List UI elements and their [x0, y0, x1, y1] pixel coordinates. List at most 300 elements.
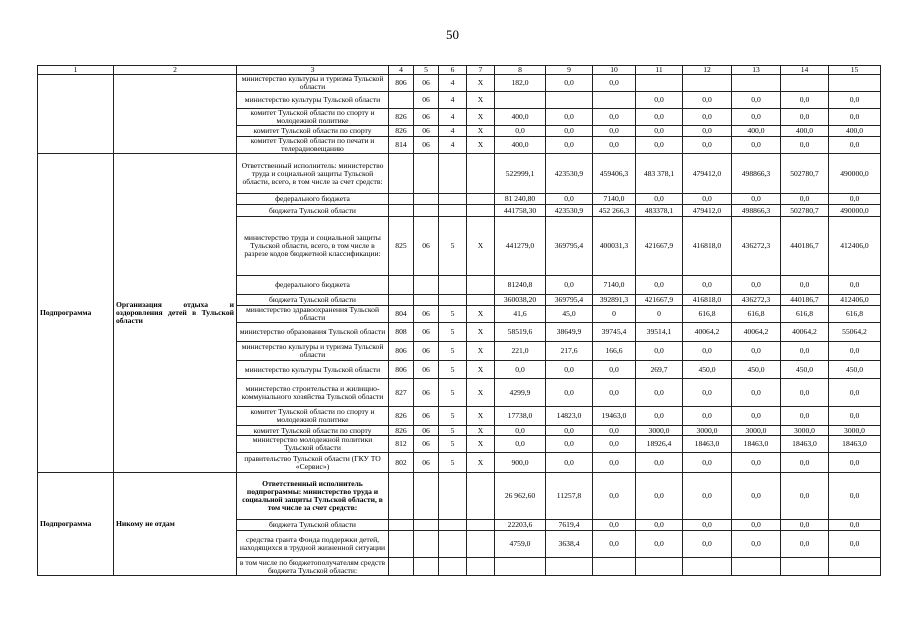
amount-cell: 217,6 [546, 342, 593, 361]
amount-cell: 0,0 [593, 426, 636, 436]
amount-cell: 479412,0 [683, 205, 732, 217]
amount-cell: 400,0 [732, 126, 781, 137]
executor-cell: в том числе по бюджетополучателям средств бюджета Тульской области: [237, 558, 389, 576]
header-cell: 10 [593, 66, 636, 75]
code-cell: X [467, 306, 495, 323]
amount-cell: 0,0 [732, 109, 781, 126]
code-cell [414, 194, 439, 205]
amount-cell: 400,0 [495, 137, 546, 154]
code-cell [389, 295, 414, 306]
amount-cell: 0,0 [781, 531, 829, 558]
code-cell [389, 520, 414, 531]
amount-cell: 0,0 [636, 126, 683, 137]
amount-cell: 0,0 [829, 342, 881, 361]
code-cell: X [467, 407, 495, 426]
amount-cell: 19463,0 [593, 407, 636, 426]
code-cell [389, 473, 414, 520]
amount-cell: 40064,2 [683, 323, 732, 342]
amount-cell: 441279,0 [495, 217, 546, 276]
amount-cell: 7140,0 [593, 276, 636, 295]
code-cell [439, 531, 467, 558]
code-cell: 825 [389, 217, 414, 276]
code-cell [439, 154, 467, 194]
amount-cell [829, 558, 881, 576]
code-cell: 4 [439, 109, 467, 126]
amount-cell: 400,0 [495, 109, 546, 126]
header-cell: 7 [467, 66, 495, 75]
amount-cell: 0,0 [546, 426, 593, 436]
amount-cell: 221,0 [495, 342, 546, 361]
amount-cell: 0,0 [683, 379, 732, 407]
code-cell [389, 276, 414, 295]
amount-cell: 0,0 [781, 194, 829, 205]
code-cell: 5 [439, 342, 467, 361]
amount-cell: 412406,0 [829, 295, 881, 306]
code-cell: 5 [439, 379, 467, 407]
amount-cell: 58519,6 [495, 323, 546, 342]
amount-cell: 459406,3 [593, 154, 636, 194]
amount-cell: 412406,0 [829, 217, 881, 276]
code-cell [389, 194, 414, 205]
code-cell: X [467, 137, 495, 154]
executor-cell: министерство труда и социальной защиты Тульской области, всего, в том числе в разрезе кодов бюджетной классификации: [237, 217, 389, 276]
amount-cell: 18463,0 [732, 436, 781, 453]
code-cell: 5 [439, 323, 467, 342]
amount-cell: 502780,7 [781, 154, 829, 194]
amount-cell: 0,0 [829, 473, 881, 520]
code-cell [439, 558, 467, 576]
header-cell: 8 [495, 66, 546, 75]
amount-cell: 392891,3 [593, 295, 636, 306]
amount-cell: 0,0 [683, 109, 732, 126]
amount-cell: 0,0 [683, 531, 732, 558]
amount-cell [546, 92, 593, 109]
code-cell [414, 473, 439, 520]
code-cell [389, 558, 414, 576]
amount-cell: 423530,9 [546, 154, 593, 194]
code-cell: X [467, 453, 495, 473]
code-cell [467, 276, 495, 295]
executor-cell: министерство культуры Тульской области [237, 361, 389, 379]
amount-cell: 502780,7 [781, 205, 829, 217]
amount-cell: 0,0 [593, 75, 636, 92]
code-cell: 5 [439, 361, 467, 379]
amount-cell: 40064,2 [781, 323, 829, 342]
executor-cell: правительство Тульской области (ГКУ ТО «Сервис») [237, 453, 389, 473]
amount-cell: 498866,3 [732, 205, 781, 217]
amount-cell: 440186,7 [781, 217, 829, 276]
executor-cell: комитет Тульской области по спорту и молодежной политике [237, 109, 389, 126]
code-cell: 06 [414, 323, 439, 342]
code-cell: 5 [439, 407, 467, 426]
amount-cell: 0,0 [829, 276, 881, 295]
amount-cell [781, 558, 829, 576]
amount-cell: 0,0 [636, 520, 683, 531]
amount-cell: 55064,2 [829, 323, 881, 342]
amount-cell: 616,8 [732, 306, 781, 323]
amount-cell: 0,0 [546, 137, 593, 154]
amount-cell: 0,0 [683, 92, 732, 109]
amount-cell: 3000,0 [732, 426, 781, 436]
amount-cell: 0,0 [546, 276, 593, 295]
code-cell: 826 [389, 426, 414, 436]
amount-cell: 3000,0 [829, 426, 881, 436]
executor-cell: средства гранта Фонда поддержки детей, находящихся в трудной жизненной ситуации [237, 531, 389, 558]
amount-cell [636, 75, 683, 92]
amount-cell: 3000,0 [636, 426, 683, 436]
amount-cell: 616,8 [781, 306, 829, 323]
amount-cell: 39514,1 [636, 323, 683, 342]
amount-cell: 441758,30 [495, 205, 546, 217]
amount-cell: 0,0 [636, 137, 683, 154]
code-cell: 06 [414, 137, 439, 154]
amount-cell: 416818,0 [683, 217, 732, 276]
code-cell: X [467, 426, 495, 436]
amount-cell: 522999,1 [495, 154, 546, 194]
amount-cell: 0,0 [829, 194, 881, 205]
executor-cell: комитет Тульской области по спорту [237, 126, 389, 137]
amount-cell: 0,0 [546, 453, 593, 473]
amount-cell: 416818,0 [683, 295, 732, 306]
amount-cell: 900,0 [495, 453, 546, 473]
code-cell: 4 [439, 137, 467, 154]
amount-cell: 0,0 [683, 126, 732, 137]
code-cell [389, 205, 414, 217]
amount-cell: 45,0 [546, 306, 593, 323]
amount-cell: 400,0 [781, 126, 829, 137]
code-cell [414, 205, 439, 217]
header-cell: 12 [683, 66, 732, 75]
code-cell: 4 [439, 75, 467, 92]
code-cell: 06 [414, 306, 439, 323]
amount-cell: 0,0 [636, 92, 683, 109]
header-cell: 14 [781, 66, 829, 75]
amount-cell: 436272,3 [732, 295, 781, 306]
code-cell [439, 473, 467, 520]
executor-cell: бюджета Тульской области [237, 520, 389, 531]
amount-cell [732, 558, 781, 576]
code-cell: 06 [414, 379, 439, 407]
amount-cell: 369795,4 [546, 295, 593, 306]
amount-cell: 0,0 [593, 436, 636, 453]
amount-cell: 0,0 [829, 531, 881, 558]
code-cell: X [467, 323, 495, 342]
code-cell [389, 92, 414, 109]
code-cell: 06 [414, 361, 439, 379]
amount-cell: 3000,0 [683, 426, 732, 436]
amount-cell: 0,0 [546, 126, 593, 137]
code-cell: X [467, 126, 495, 137]
amount-cell: 0,0 [683, 453, 732, 473]
code-cell [414, 531, 439, 558]
amount-cell: 0,0 [781, 109, 829, 126]
amount-cell: 3000,0 [781, 426, 829, 436]
header-cell: 5 [414, 66, 439, 75]
code-cell [414, 558, 439, 576]
code-cell: X [467, 217, 495, 276]
amount-cell: 0,0 [636, 531, 683, 558]
amount-cell: 0,0 [593, 520, 636, 531]
table-row [38, 473, 881, 520]
executor-cell: бюджета Тульской области [237, 295, 389, 306]
header-row [38, 66, 881, 75]
code-cell [467, 558, 495, 576]
code-cell: X [467, 342, 495, 361]
code-cell: 814 [389, 137, 414, 154]
amount-cell: 3638,4 [546, 531, 593, 558]
code-cell [439, 205, 467, 217]
amount-cell: 0,0 [636, 342, 683, 361]
executor-cell: министерство культуры и туризма Тульской области [237, 342, 389, 361]
amount-cell [683, 75, 732, 92]
code-cell: 5 [439, 436, 467, 453]
code-cell: 826 [389, 126, 414, 137]
amount-cell [593, 92, 636, 109]
amount-cell: 22203,6 [495, 520, 546, 531]
code-cell [389, 154, 414, 194]
code-cell: 06 [414, 126, 439, 137]
amount-cell: 0,0 [495, 426, 546, 436]
amount-cell: 0,0 [683, 194, 732, 205]
executor-cell: министерство строительства и жилищно-коммунального хозяйства Тульской области [237, 379, 389, 407]
amount-cell [683, 558, 732, 576]
amount-cell: 0,0 [683, 276, 732, 295]
code-cell: X [467, 436, 495, 453]
executor-cell: комитет Тульской области по спорту [237, 426, 389, 436]
amount-cell: 0,0 [683, 520, 732, 531]
amount-cell [495, 92, 546, 109]
header-cell: 2 [114, 66, 237, 75]
amount-cell: 81240,8 [495, 276, 546, 295]
amount-cell: 360038,20 [495, 295, 546, 306]
amount-cell: 41,6 [495, 306, 546, 323]
code-cell: 06 [414, 436, 439, 453]
amount-cell: 483378,1 [636, 205, 683, 217]
amount-cell: 0,0 [781, 473, 829, 520]
amount-cell: 0,0 [732, 453, 781, 473]
amount-cell: 0,0 [829, 407, 881, 426]
code-cell [467, 205, 495, 217]
header-cell: 4 [389, 66, 414, 75]
executor-cell: комитет Тульской области по спорту и молодежной политике [237, 407, 389, 426]
code-cell: X [467, 361, 495, 379]
code-cell: 802 [389, 453, 414, 473]
amount-cell: 452 266,3 [593, 205, 636, 217]
code-cell: 06 [414, 75, 439, 92]
amount-cell: 166,6 [593, 342, 636, 361]
code-cell [414, 520, 439, 531]
code-cell: 06 [414, 217, 439, 276]
code-cell: 4 [439, 92, 467, 109]
amount-cell: 7140,0 [593, 194, 636, 205]
code-cell [439, 520, 467, 531]
code-cell [467, 295, 495, 306]
amount-cell: 421667,9 [636, 295, 683, 306]
amount-cell: 450,0 [732, 361, 781, 379]
amount-cell: 0,0 [546, 194, 593, 205]
amount-cell: 0,0 [546, 436, 593, 453]
executor-cell: комитет Тульской области по печати и телерадиовещанию [237, 137, 389, 154]
program-name-cell [114, 75, 237, 154]
code-cell [439, 295, 467, 306]
amount-cell: 450,0 [683, 361, 732, 379]
executor-cell: министерство молодежной политики Тульской области [237, 436, 389, 453]
executor-cell: Ответственный исполнитель подпрограммы: министерство труда и социальной защиты Тульской области, в том числе за счет средств: [237, 473, 389, 520]
header-cell: 6 [439, 66, 467, 75]
amount-cell: 0,0 [546, 109, 593, 126]
amount-cell: 0,0 [781, 379, 829, 407]
amount-cell [546, 558, 593, 576]
code-cell: 806 [389, 342, 414, 361]
amount-cell: 18463,0 [781, 436, 829, 453]
code-cell [414, 154, 439, 194]
amount-cell: 4759,0 [495, 531, 546, 558]
code-cell: 06 [414, 342, 439, 361]
code-cell: 06 [414, 426, 439, 436]
code-cell [467, 194, 495, 205]
executor-cell: федерального бюджета [237, 194, 389, 205]
code-cell: 5 [439, 217, 467, 276]
code-cell: X [467, 75, 495, 92]
amount-cell: 0,0 [781, 453, 829, 473]
amount-cell [636, 558, 683, 576]
row-type-cell [38, 75, 114, 154]
amount-cell: 616,8 [683, 306, 732, 323]
executor-cell: Ответственный исполнитель: министерство труда и социальной защиты Тульской области, всего, в том числе за счет средств: [237, 154, 389, 194]
amount-cell [495, 558, 546, 576]
amount-cell [593, 558, 636, 576]
code-cell: 812 [389, 436, 414, 453]
amount-cell: 0,0 [781, 276, 829, 295]
code-cell: X [467, 379, 495, 407]
code-cell [414, 295, 439, 306]
amount-cell: 0,0 [636, 276, 683, 295]
code-cell [467, 473, 495, 520]
amount-cell: 0,0 [495, 436, 546, 453]
amount-cell: 0,0 [593, 109, 636, 126]
header-cell: 13 [732, 66, 781, 75]
amount-cell: 26 962,60 [495, 473, 546, 520]
code-cell: 806 [389, 75, 414, 92]
amount-cell: 0,0 [732, 342, 781, 361]
amount-cell: 450,0 [829, 361, 881, 379]
amount-cell [732, 75, 781, 92]
amount-cell: 81 240,80 [495, 194, 546, 205]
amount-cell: 0,0 [495, 361, 546, 379]
amount-cell: 0,0 [593, 361, 636, 379]
amount-cell: 498866,3 [732, 154, 781, 194]
amount-cell: 0,0 [732, 92, 781, 109]
amount-cell: 40064,2 [732, 323, 781, 342]
amount-cell: 0 [636, 306, 683, 323]
program-name-cell: Организация отдыха и оздоровления детей в Тульской области [114, 154, 237, 473]
amount-cell: 0,0 [546, 75, 593, 92]
executor-cell: федерального бюджета [237, 276, 389, 295]
amount-cell: 0,0 [732, 473, 781, 520]
amount-cell: 39745,4 [593, 323, 636, 342]
amount-cell: 0,0 [732, 379, 781, 407]
amount-cell: 18463,0 [683, 436, 732, 453]
amount-cell: 0,0 [829, 92, 881, 109]
amount-cell: 616,8 [829, 306, 881, 323]
code-cell: 06 [414, 453, 439, 473]
amount-cell: 0,0 [636, 473, 683, 520]
amount-cell: 0,0 [781, 520, 829, 531]
amount-cell: 0,0 [593, 453, 636, 473]
executor-cell: министерство культуры Тульской области [237, 92, 389, 109]
amount-cell: 0,0 [636, 379, 683, 407]
amount-cell: 0,0 [781, 407, 829, 426]
header-cell: 11 [636, 66, 683, 75]
amount-cell: 269,7 [636, 361, 683, 379]
code-cell [467, 531, 495, 558]
amount-cell: 0,0 [593, 379, 636, 407]
code-cell: 826 [389, 109, 414, 126]
amount-cell: 7619,4 [546, 520, 593, 531]
executor-cell: министерство здравоохранения Тульской области [237, 306, 389, 323]
amount-cell: 0,0 [732, 276, 781, 295]
amount-cell: 0,0 [732, 531, 781, 558]
code-cell: 5 [439, 453, 467, 473]
code-cell [389, 531, 414, 558]
amount-cell: 0,0 [495, 126, 546, 137]
amount-cell: 0,0 [593, 473, 636, 520]
code-cell: 806 [389, 361, 414, 379]
amount-cell: 490000,0 [829, 205, 881, 217]
code-cell: X [467, 92, 495, 109]
code-cell: 5 [439, 306, 467, 323]
code-cell [439, 194, 467, 205]
code-cell: 06 [414, 92, 439, 109]
amount-cell: 369795,4 [546, 217, 593, 276]
amount-cell: 0,0 [683, 473, 732, 520]
amount-cell: 0,0 [593, 126, 636, 137]
code-cell: 808 [389, 323, 414, 342]
amount-cell: 479412,0 [683, 154, 732, 194]
amount-cell: 0,0 [546, 379, 593, 407]
executor-cell: бюджета Тульской области [237, 205, 389, 217]
amount-cell: 0,0 [636, 407, 683, 426]
amount-cell: 0,0 [636, 109, 683, 126]
amount-cell: 0,0 [683, 407, 732, 426]
amount-cell: 0,0 [546, 361, 593, 379]
amount-cell: 17738,0 [495, 407, 546, 426]
amount-cell [781, 75, 829, 92]
executor-cell: министерство культуры и туризма Тульской области [237, 75, 389, 92]
amount-cell: 0,0 [593, 531, 636, 558]
row-type-cell: Подпрограмма [38, 473, 114, 576]
code-cell: 06 [414, 109, 439, 126]
amount-cell: 0 [593, 306, 636, 323]
amount-cell: 421667,9 [636, 217, 683, 276]
code-cell [467, 520, 495, 531]
amount-cell: 0,0 [683, 342, 732, 361]
code-cell: 4 [439, 126, 467, 137]
amount-cell: 0,0 [781, 137, 829, 154]
amount-cell: 0,0 [829, 520, 881, 531]
amount-cell: 450,0 [781, 361, 829, 379]
amount-cell: 18463,0 [829, 436, 881, 453]
amount-cell: 0,0 [636, 453, 683, 473]
program-name-cell: Никому не отдам [114, 473, 237, 576]
amount-cell: 0,0 [683, 137, 732, 154]
amount-cell: 0,0 [732, 137, 781, 154]
amount-cell: 0,0 [593, 137, 636, 154]
table-row [38, 154, 881, 194]
amount-cell: 38649,9 [546, 323, 593, 342]
table-row [38, 75, 881, 92]
header-cell: 1 [38, 66, 114, 75]
